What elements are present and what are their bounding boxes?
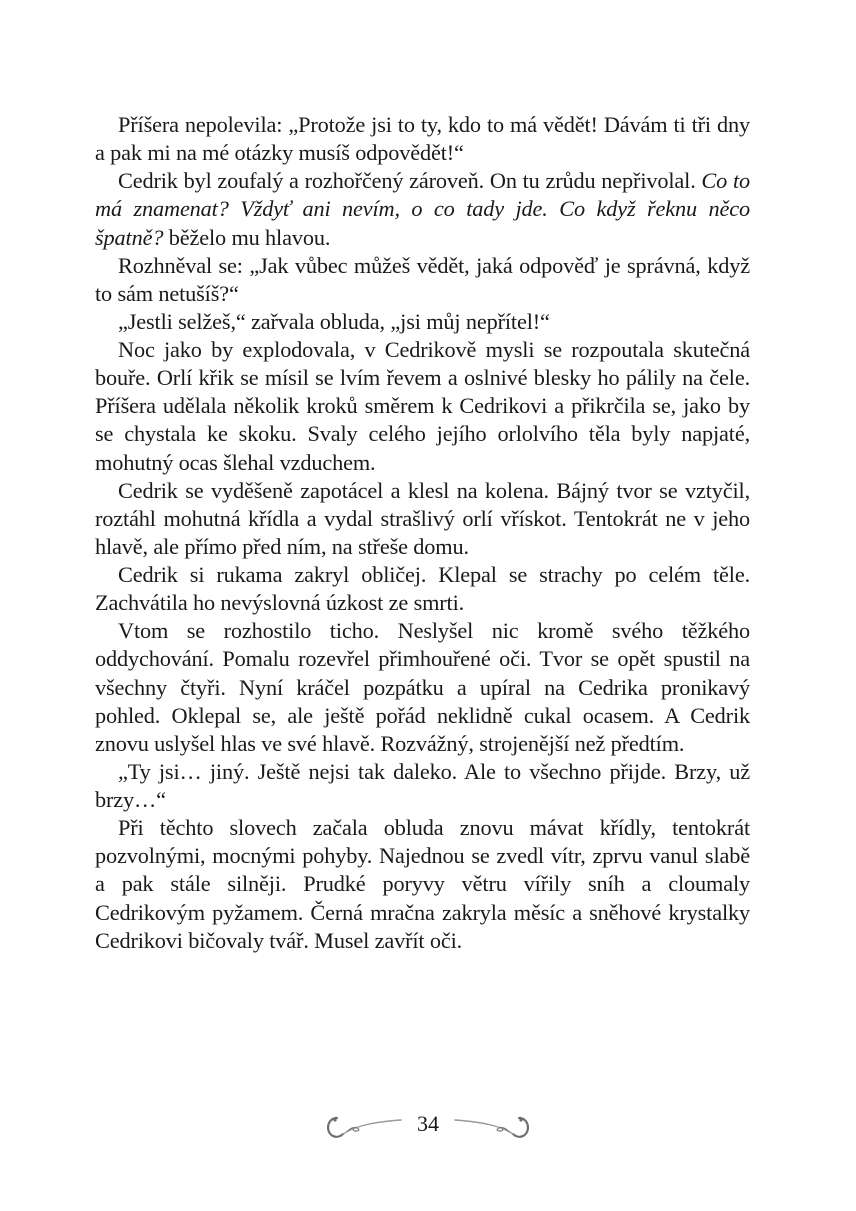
paragraph — [95, 617, 750, 758]
paragraph — [95, 758, 750, 814]
paragraph — [95, 561, 750, 617]
paragraph — [95, 167, 750, 251]
page-footer — [0, 1107, 856, 1147]
paragraph-text: Vtom se rozhostilo ticho. Neslyšel nic kromě svého těžkého oddychování. Pomalu rozevřel přimhouřené oči. Tvor se opět spustil na všechny čtyři. Nyní kráčel pozpátku a upíral na Cedrika pronikavý pohled. Oklepal se, ale ještě pořád neklidně cukal ocasem. A Cedrik znovu uslyšel hlas ve své hlavě. Rozvážný, strojenější než předtím. — [95, 618, 750, 756]
paragraph — [95, 308, 750, 336]
paragraph-text: Při těchto slovech začala obluda znovu mávat křídly, tentokrát pozvolnými, mocnými pohyby. Najednou se zvedl vítr, zprvu vanul slabě a pak stále silněji. Prudké poryvy větru vířily sníh a cloumaly Cedrikovým pyžamem. Černá mračna zakryla měsíc a sněhové krystalky Cedrikovi bičovaly tvář. Musel zavřít oči. — [95, 815, 750, 953]
paragraph-text: Cedrik si rukama zakryl obličej. Klepal se strachy po celém těle. Zachvátila ho nevýslovná úzkost ze smrti. — [95, 562, 750, 616]
paragraph-text: „Ty jsi… jiný. Ještě nejsi tak daleko. Ale to všechno přijde. Brzy, už brzy…“ — [95, 758, 750, 812]
italic-thought-text: Co to má znamenat? Vždyť ani nevím, o co tady jde. Co když řeknu něco špatně? — [95, 168, 750, 250]
paragraph-text: Noc jako by explodovala, v Cedrikově mysli se rozpoutala skutečná bouře. Orlí křik se mísil se lvím řevem a oslnivé blesky ho pálily na čele. Příšera udělala několik kroků směrem k Cedrikovi a přikrčila se, jako by se chystala ke skoku. Svaly celého jejího orlolvího těla byly napjaté, mohutný ocas šlehal vzduchem. — [95, 337, 750, 475]
page-body — [95, 111, 750, 955]
paragraph — [95, 336, 750, 477]
paragraph-text: Cedrik se vyděšeně zapotácel a klesl na kolena. Bájný tvor se vztyčil, roztáhl mohutná křídla a vydal strašlivý orlí vřískot. Tentokrát ne v jeho hlavě, ale přímo před ním, na střeše domu. — [95, 477, 750, 559]
paragraph-text: běželo mu hlavou. — [163, 224, 331, 250]
paragraph-text: Rozhněval se: „Jak vůbec můžeš vědět, jaká odpověď je správná, když to sám netušíš?“ — [95, 252, 750, 306]
page-number: 34 — [417, 1111, 439, 1136]
flourish-left-icon — [323, 1112, 403, 1142]
paragraph — [95, 111, 750, 167]
paragraph-text: Příšera nepolevila: „Protože jsi to ty, kdo to má vědět! Dávám ti tři dny a pak mi na mé otázky musíš odpovědět!“ — [95, 112, 750, 166]
paragraph-text: „Jestli selžeš,“ zařvala obluda, „jsi můj nepřítel!“ — [118, 308, 550, 334]
paragraph — [95, 252, 750, 308]
flourish-right-icon — [453, 1112, 533, 1142]
paragraph — [95, 477, 750, 561]
paragraph — [95, 814, 750, 955]
paragraph-text: Cedrik byl zoufalý a rozhořčený zároveň. On tu zrůdu nepřivolal. — [118, 168, 702, 194]
